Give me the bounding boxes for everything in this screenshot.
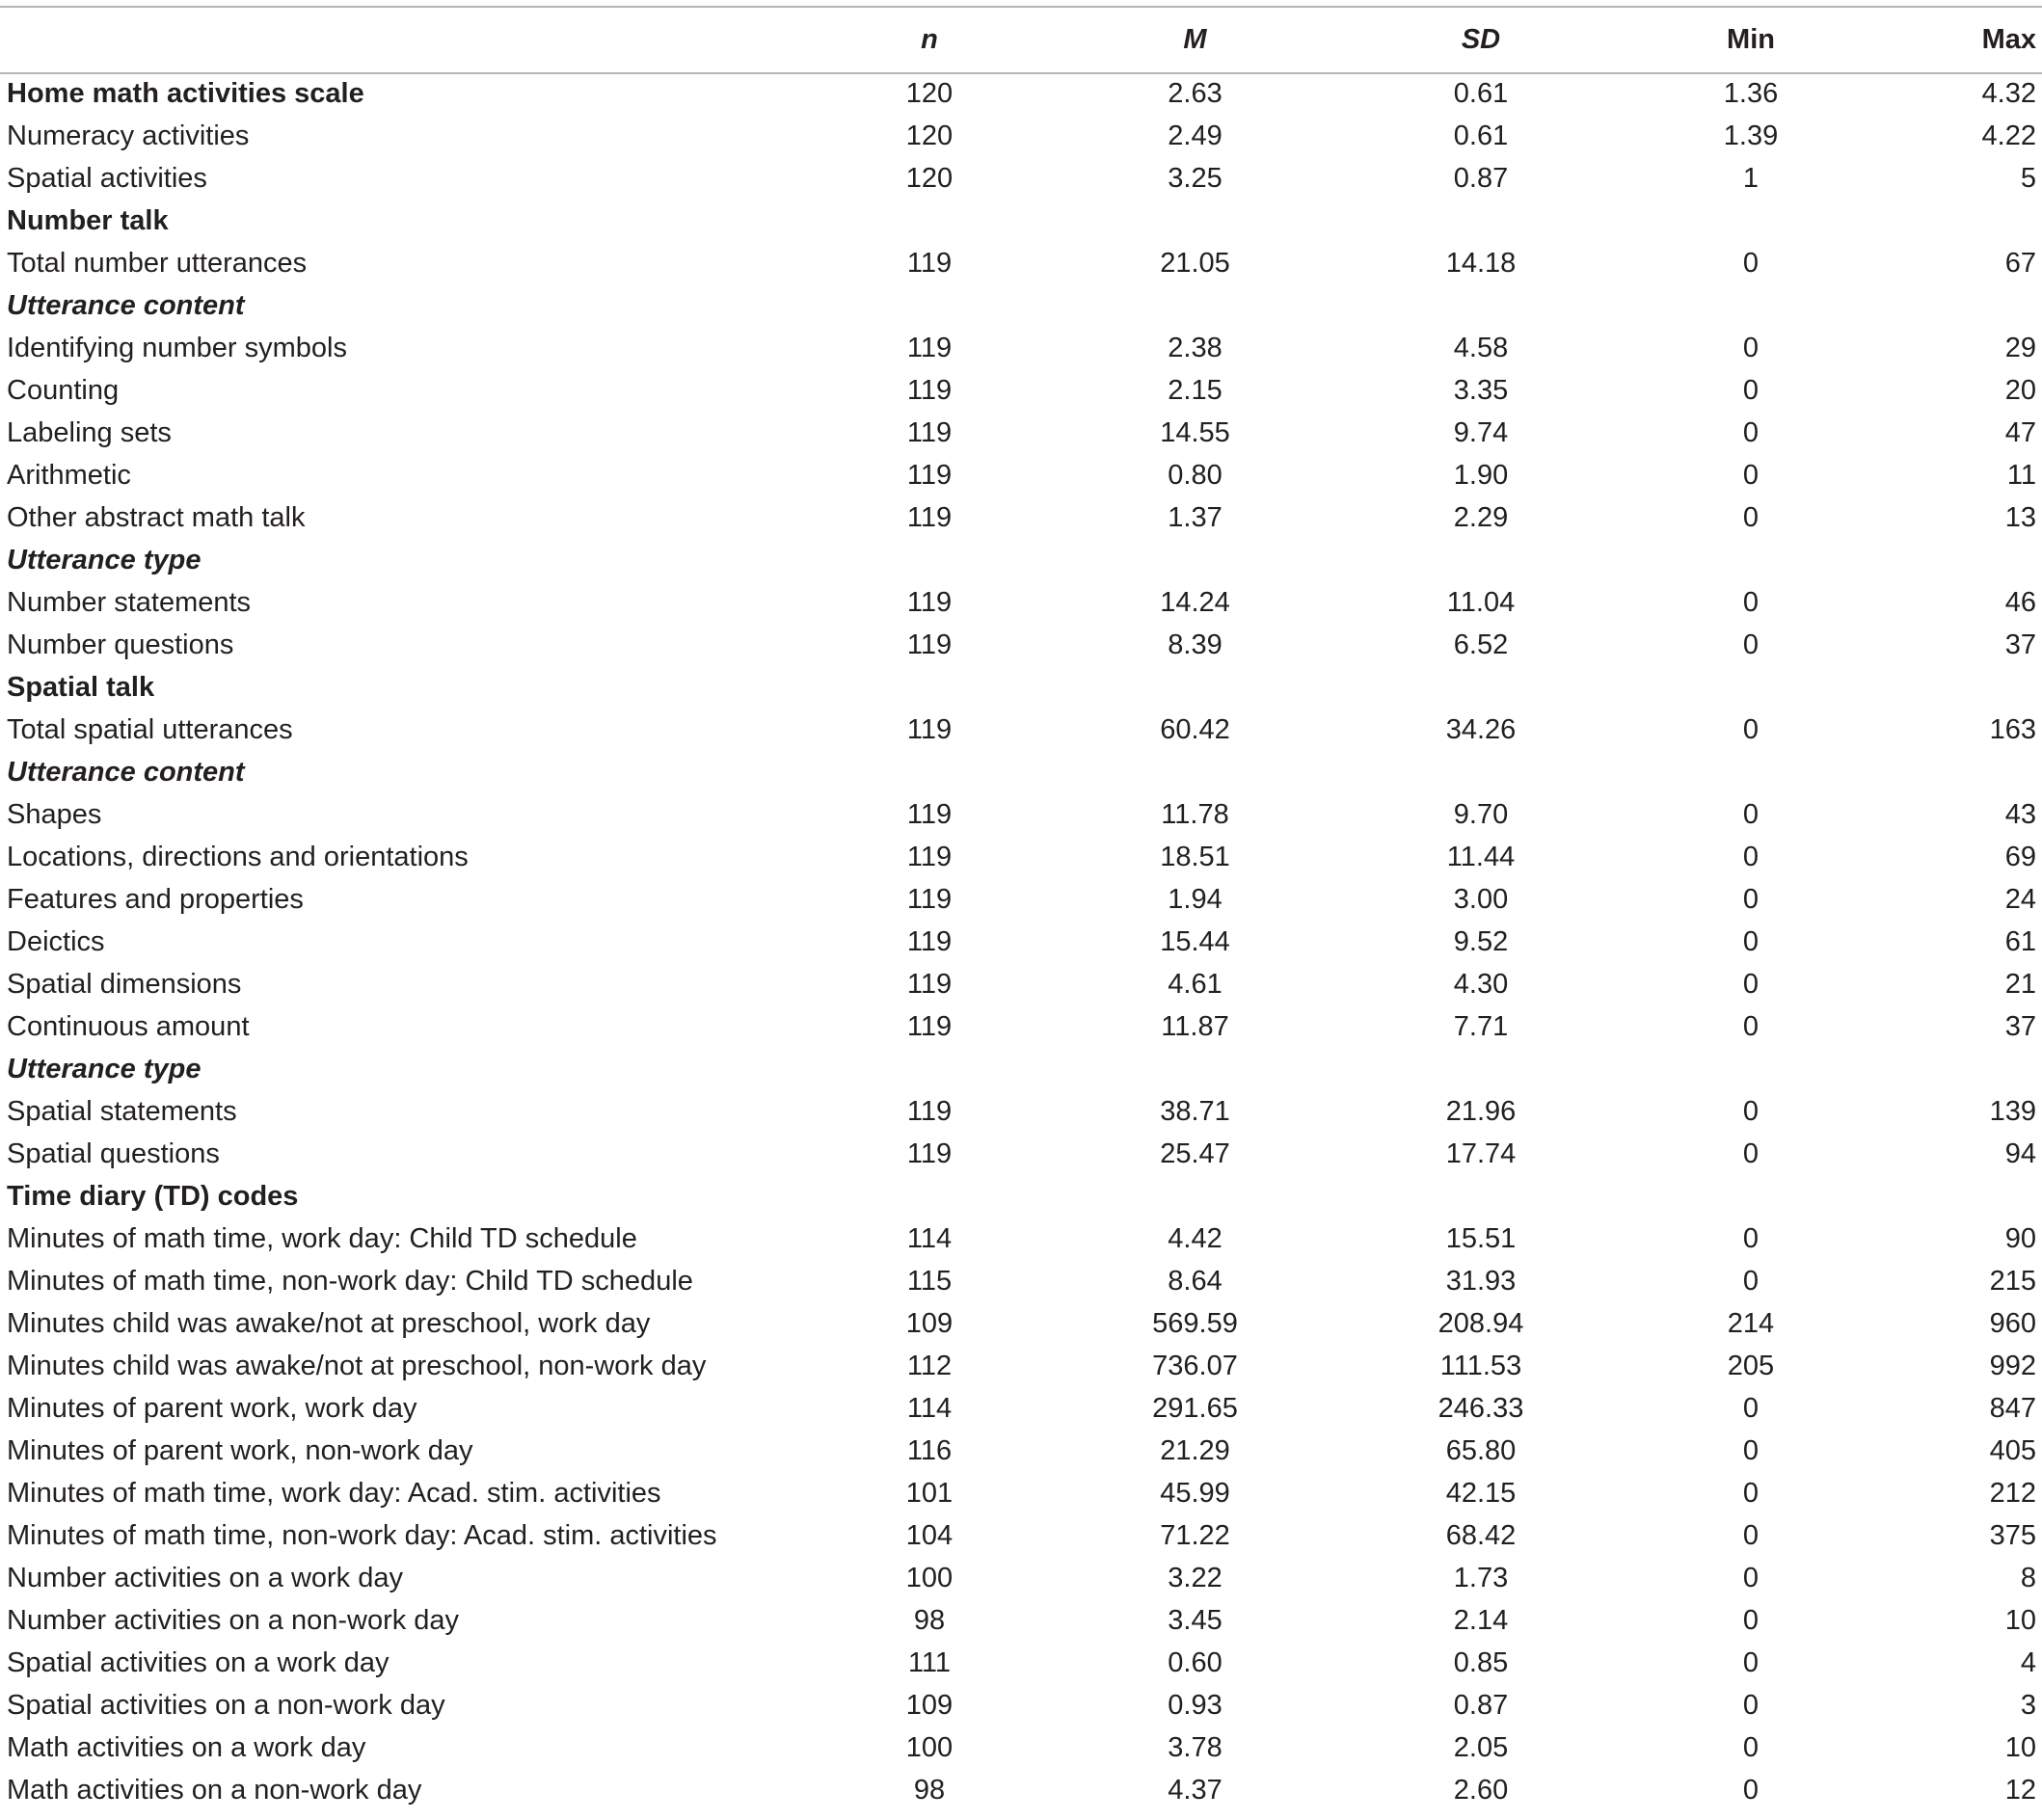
cell-sd: 17.74 [1445,1138,1517,1169]
cell-min: 0 [1742,1732,1760,1763]
table-row [0,1345,2042,1387]
cell-min: 0 [1742,1605,1760,1636]
section-header-row [0,200,2042,242]
cell-sd [1331,751,1630,793]
table-row [0,878,2042,921]
cell-m: 4.61 [1168,969,1223,1000]
cell-m: 736.07 [1152,1351,1238,1381]
cell-min: 0 [1742,1393,1760,1424]
cell-n: 100 [905,1732,954,1763]
cell-n: 98 [913,1605,946,1636]
table-row [0,1218,2042,1260]
cell-label: Minutes of math time, non-work day: Child TD schedule [7,1266,693,1297]
cell-m: 2.63 [1168,78,1223,109]
cell-n: 119 [906,375,953,406]
cell-max: 163 [1989,714,2036,745]
cell-max: 4.32 [1981,78,2036,109]
cell-label: Home math activities scale [7,78,364,109]
table-row [0,369,2042,412]
cell-n: 119 [906,502,953,533]
cell-min: 0 [1742,1647,1760,1678]
cell-n: 119 [906,1138,953,1169]
table-row [0,242,2042,284]
cell-min [1630,666,1871,709]
cell-min: 0 [1742,629,1760,660]
cell-n: 116 [906,1435,953,1466]
cell-max: 375 [1989,1520,2036,1551]
cell-m: 18.51 [1160,842,1230,872]
cell-max: 94 [2004,1138,2036,1169]
cell-n: 119 [906,629,953,660]
cell-sd: 9.70 [1453,799,1509,830]
cell-n: 109 [905,1690,954,1721]
cell-n: 111 [907,1647,952,1678]
table-row [0,115,2042,157]
cell-m: 21.29 [1160,1435,1230,1466]
cell-min: 0 [1742,1435,1760,1466]
cell-max [1871,284,2042,327]
cell-label: Deictics [7,926,105,957]
cell-min: 1.36 [1723,78,1779,109]
cell-m: 11.78 [1161,799,1229,830]
cell-sd: 11.44 [1446,842,1516,872]
cell-sd: 1.73 [1453,1563,1509,1593]
cell-min [1630,284,1871,327]
table-row [0,709,2042,751]
cell-m [1059,284,1331,327]
table-row [0,454,2042,496]
cell-m [1059,666,1331,709]
cell-min [1630,200,1871,242]
cell-m: 291.65 [1152,1393,1238,1424]
cell-n [800,1048,1059,1090]
cell-label: Features and properties [7,884,304,915]
cell-sd: 2.05 [1453,1732,1509,1763]
cell-n [800,666,1059,709]
cell-label: Number statements [7,587,252,618]
cell-sd: 21.96 [1445,1096,1517,1127]
cell-m: 0.80 [1168,460,1223,491]
table-row [0,496,2042,539]
cell-min: 0 [1742,714,1760,745]
cell-label: Minutes of parent work, work day [7,1393,417,1424]
cell-m: 71.22 [1160,1520,1230,1551]
cell-sd: 2.60 [1453,1775,1509,1806]
cell-max: 37 [2004,629,2036,660]
cell-max: 4 [2020,1647,2036,1678]
cell-min: 214 [1727,1308,1775,1339]
cell-n: 115 [906,1266,953,1297]
cell-min: 0 [1742,502,1760,533]
cell-label: Minutes of math time, work day: Child TD schedule [7,1223,637,1254]
cell-m: 2.49 [1168,120,1223,151]
cell-max [1871,1175,2042,1218]
cell-max: 3 [2020,1690,2036,1721]
table-row [0,1472,2042,1514]
cell-min: 0 [1742,248,1760,279]
cell-n: 114 [906,1223,953,1254]
table-row [0,157,2042,200]
table-header-row [0,8,2042,72]
table-row [0,1557,2042,1599]
cell-min: 1 [1742,163,1760,194]
subsection-header-row [0,284,2042,327]
cell-min: 0 [1742,1563,1760,1593]
cell-max: 10 [2004,1605,2036,1636]
cell-label: Labeling sets [7,417,172,448]
cell-m: 1.94 [1168,884,1223,915]
cell-sd: 246.33 [1437,1393,1524,1424]
cell-label: Utterance type [7,1054,202,1084]
column-header-min: Min [1727,24,1775,55]
cell-min: 0 [1742,333,1760,363]
cell-sd: 4.58 [1453,333,1509,363]
cell-max: 8 [2020,1563,2036,1593]
cell-sd [1331,1048,1630,1090]
cell-sd: 3.35 [1453,375,1509,406]
cell-sd: 111.53 [1439,1351,1522,1381]
cell-m: 21.05 [1160,248,1230,279]
cell-m: 60.42 [1160,714,1230,745]
table-row [0,1387,2042,1430]
cell-max: 20 [2004,375,2036,406]
cell-m: 45.99 [1160,1478,1230,1509]
cell-label: Minutes of math time, non-work day: Acad. stim. activities [7,1520,717,1551]
cell-max: 13 [2004,502,2036,533]
cell-max: 11 [2006,460,2036,491]
cell-n: 119 [906,969,953,1000]
cell-label: Number questions [7,629,234,660]
cell-max [1871,200,2042,242]
cell-max: 405 [1989,1435,2036,1466]
cell-label: Spatial dimensions [7,969,242,1000]
cell-m: 2.15 [1168,375,1223,406]
cell-sd: 68.42 [1445,1520,1517,1551]
table-row [0,1769,2042,1811]
cell-max: 4.22 [1981,120,2036,151]
cell-min: 0 [1742,375,1760,406]
cell-n: 119 [906,799,953,830]
cell-m: 8.39 [1168,629,1223,660]
cell-n: 119 [906,926,953,957]
cell-max: 47 [2004,417,2036,448]
cell-m [1059,1048,1331,1090]
cell-label: Numeracy activities [7,120,250,151]
column-header-n: n [921,24,938,55]
cell-max [1871,1048,2042,1090]
cell-max: 61 [2004,926,2036,957]
cell-max [1871,539,2042,581]
cell-m: 0.93 [1168,1690,1223,1721]
table-row [0,1599,2042,1642]
table-row [0,1090,2042,1133]
table-row [0,581,2042,624]
cell-sd: 208.94 [1437,1308,1524,1339]
table-row [0,1005,2042,1048]
cell-label: Counting [7,375,120,406]
cell-label: Math activities on a work day [7,1732,366,1763]
cell-n: 98 [913,1775,946,1806]
cell-min: 0 [1742,1478,1760,1509]
cell-max: 215 [1989,1266,2036,1297]
cell-m: 0.60 [1168,1647,1223,1678]
section-header-row [0,666,2042,709]
cell-max: 90 [2004,1223,2036,1254]
cell-label: Time diary (TD) codes [7,1181,299,1212]
cell-n: 120 [905,120,954,151]
cell-sd: 11.04 [1446,587,1516,618]
cell-n: 119 [906,333,953,363]
cell-sd: 7.71 [1453,1011,1509,1042]
cell-label: Math activities on a non-work day [7,1775,422,1806]
cell-n: 109 [905,1308,954,1339]
cell-sd: 9.74 [1453,417,1509,448]
descriptive-statistics-table [0,8,2042,1811]
cell-max: 24 [2004,884,2036,915]
cell-m: 3.22 [1168,1563,1223,1593]
subsection-header-row [0,751,2042,793]
cell-n: 119 [906,248,953,279]
cell-m: 15.44 [1160,926,1230,957]
cell-sd: 0.87 [1453,163,1509,194]
cell-label: Other abstract math talk [7,502,306,533]
table-row [0,1642,2042,1684]
cell-n [800,539,1059,581]
table-row [0,624,2042,666]
cell-sd: 34.26 [1445,714,1517,745]
cell-max: 992 [1989,1351,2036,1381]
cell-n: 119 [906,714,953,745]
cell-min: 0 [1742,1096,1760,1127]
cell-n [800,1175,1059,1218]
cell-min: 0 [1742,1520,1760,1551]
cell-m: 14.24 [1160,587,1230,618]
cell-min: 0 [1742,969,1760,1000]
cell-min [1630,1175,1871,1218]
cell-n: 119 [906,460,953,491]
cell-n [800,284,1059,327]
cell-n: 112 [906,1351,953,1381]
section-header-row [0,1175,2042,1218]
cell-sd [1331,284,1630,327]
table-row [0,1726,2042,1769]
cell-n: 119 [906,884,953,915]
cell-max: 960 [1989,1308,2036,1339]
cell-sd: 65.80 [1445,1435,1517,1466]
cell-max: 43 [2004,799,2036,830]
cell-label: Number talk [7,205,169,236]
cell-label: Spatial activities on a work day [7,1647,390,1678]
cell-max: 847 [1989,1393,2036,1424]
cell-m: 3.25 [1168,163,1223,194]
cell-label: Spatial statements [7,1096,237,1127]
cell-m [1059,1175,1331,1218]
cell-max: 212 [1989,1478,2036,1509]
cell-min: 0 [1742,1138,1760,1169]
cell-sd: 14.18 [1445,248,1517,279]
cell-sd: 0.87 [1453,1690,1509,1721]
cell-sd: 0.85 [1453,1647,1509,1678]
cell-min: 0 [1742,799,1760,830]
cell-sd: 15.51 [1445,1223,1517,1254]
cell-min: 0 [1742,587,1760,618]
cell-sd [1331,666,1630,709]
cell-sd: 6.52 [1453,629,1509,660]
table-row [0,836,2042,878]
cell-sd [1331,200,1630,242]
cell-n: 100 [905,1563,954,1593]
cell-label: Shapes [7,799,102,830]
cell-m: 3.78 [1168,1732,1223,1763]
table-row [0,1514,2042,1557]
cell-label: Minutes child was awake/not at preschool, non-work day [7,1351,707,1381]
cell-max: 10 [2004,1732,2036,1763]
cell-m [1059,539,1331,581]
cell-min: 0 [1742,417,1760,448]
table-row [0,793,2042,836]
cell-sd [1331,539,1630,581]
cell-label: Spatial questions [7,1138,220,1169]
cell-m: 11.87 [1161,1011,1229,1042]
table-row [0,412,2042,454]
cell-max: 46 [2004,587,2036,618]
cell-min: 205 [1727,1351,1775,1381]
cell-sd: 1.90 [1453,460,1509,491]
table-row [0,921,2042,963]
cell-label: Minutes of math time, work day: Acad. stim. activities [7,1478,661,1509]
cell-n [800,200,1059,242]
cell-sd: 0.61 [1453,78,1509,109]
cell-max: 139 [1989,1096,2036,1127]
cell-max: 29 [2004,333,2036,363]
cell-sd: 2.29 [1453,502,1509,533]
cell-min: 0 [1742,1011,1760,1042]
cell-min: 0 [1742,1690,1760,1721]
cell-label: Locations, directions and orientations [7,842,469,872]
cell-m: 3.45 [1168,1605,1223,1636]
cell-label: Number activities on a work day [7,1563,403,1593]
column-header-m: M [1183,24,1207,55]
subsection-header-row [0,1048,2042,1090]
cell-max: 5 [2020,163,2036,194]
cell-min: 0 [1742,1223,1760,1254]
table-row [0,963,2042,1005]
cell-m: 8.64 [1168,1266,1223,1297]
cell-sd: 0.61 [1453,120,1509,151]
cell-min: 0 [1742,926,1760,957]
cell-n: 101 [905,1478,954,1509]
cell-min [1630,539,1871,581]
cell-m [1059,751,1331,793]
cell-m: 4.37 [1168,1775,1223,1806]
cell-m: 1.37 [1168,502,1223,533]
cell-label: Minutes of parent work, non-work day [7,1435,473,1466]
cell-m: 25.47 [1160,1138,1230,1169]
table-row [0,1430,2042,1472]
cell-sd: 31.93 [1445,1266,1517,1297]
table-row [0,327,2042,369]
cell-m: 14.55 [1160,417,1230,448]
cell-n: 119 [906,842,953,872]
cell-max [1871,666,2042,709]
cell-label: Spatial activities on a non-work day [7,1690,445,1721]
cell-n: 120 [905,163,954,194]
cell-m: 4.42 [1168,1223,1223,1254]
table-row [0,1260,2042,1302]
cell-label: Utterance content [7,757,245,788]
cell-min: 0 [1742,842,1760,872]
section-header-row [0,72,2042,115]
subsection-header-row [0,539,2042,581]
cell-min: 0 [1742,1775,1760,1806]
cell-m [1059,200,1331,242]
cell-max: 67 [2004,248,2036,279]
table-row [0,1302,2042,1345]
table-row [0,1133,2042,1175]
cell-max: 21 [2004,969,2036,1000]
cell-label: Arithmetic [7,460,131,491]
column-header-label [0,8,800,72]
cell-n: 104 [905,1520,954,1551]
cell-min [1630,751,1871,793]
cell-n [800,751,1059,793]
cell-min: 0 [1742,460,1760,491]
cell-max: 37 [2004,1011,2036,1042]
cell-max [1871,751,2042,793]
cell-min: 0 [1742,1266,1760,1297]
cell-n: 119 [906,1011,953,1042]
cell-label: Spatial talk [7,672,155,703]
cell-min: 1.39 [1723,120,1779,151]
cell-max: 12 [2004,1775,2036,1806]
cell-label: Utterance type [7,545,202,575]
cell-n: 114 [906,1393,953,1424]
cell-n: 120 [905,78,954,109]
cell-sd [1331,1175,1630,1218]
cell-m: 569.59 [1152,1308,1238,1339]
cell-label: Spatial activities [7,163,207,194]
cell-label: Continuous amount [7,1011,250,1042]
cell-m: 38.71 [1160,1096,1230,1127]
table-body [0,72,2042,1811]
cell-sd: 3.00 [1453,884,1509,915]
cell-max: 69 [2004,842,2036,872]
cell-sd: 9.52 [1453,926,1509,957]
cell-label: Utterance content [7,290,245,321]
cell-label: Identifying number symbols [7,333,347,363]
cell-n: 119 [906,587,953,618]
cell-label: Total spatial utterances [7,714,293,745]
table-row [0,1684,2042,1726]
column-header-max: Max [1981,24,2036,55]
cell-n: 119 [906,1096,953,1127]
cell-label: Number activities on a non-work day [7,1605,460,1636]
cell-sd: 4.30 [1453,969,1509,1000]
cell-label: Total number utterances [7,248,308,279]
cell-min [1630,1048,1871,1090]
cell-sd: 42.15 [1445,1478,1517,1509]
cell-label: Minutes child was awake/not at preschool, work day [7,1308,651,1339]
cell-min: 0 [1742,884,1760,915]
cell-sd: 2.14 [1453,1605,1509,1636]
column-header-sd: SD [1461,24,1501,55]
cell-m: 2.38 [1168,333,1223,363]
cell-n: 119 [906,417,953,448]
